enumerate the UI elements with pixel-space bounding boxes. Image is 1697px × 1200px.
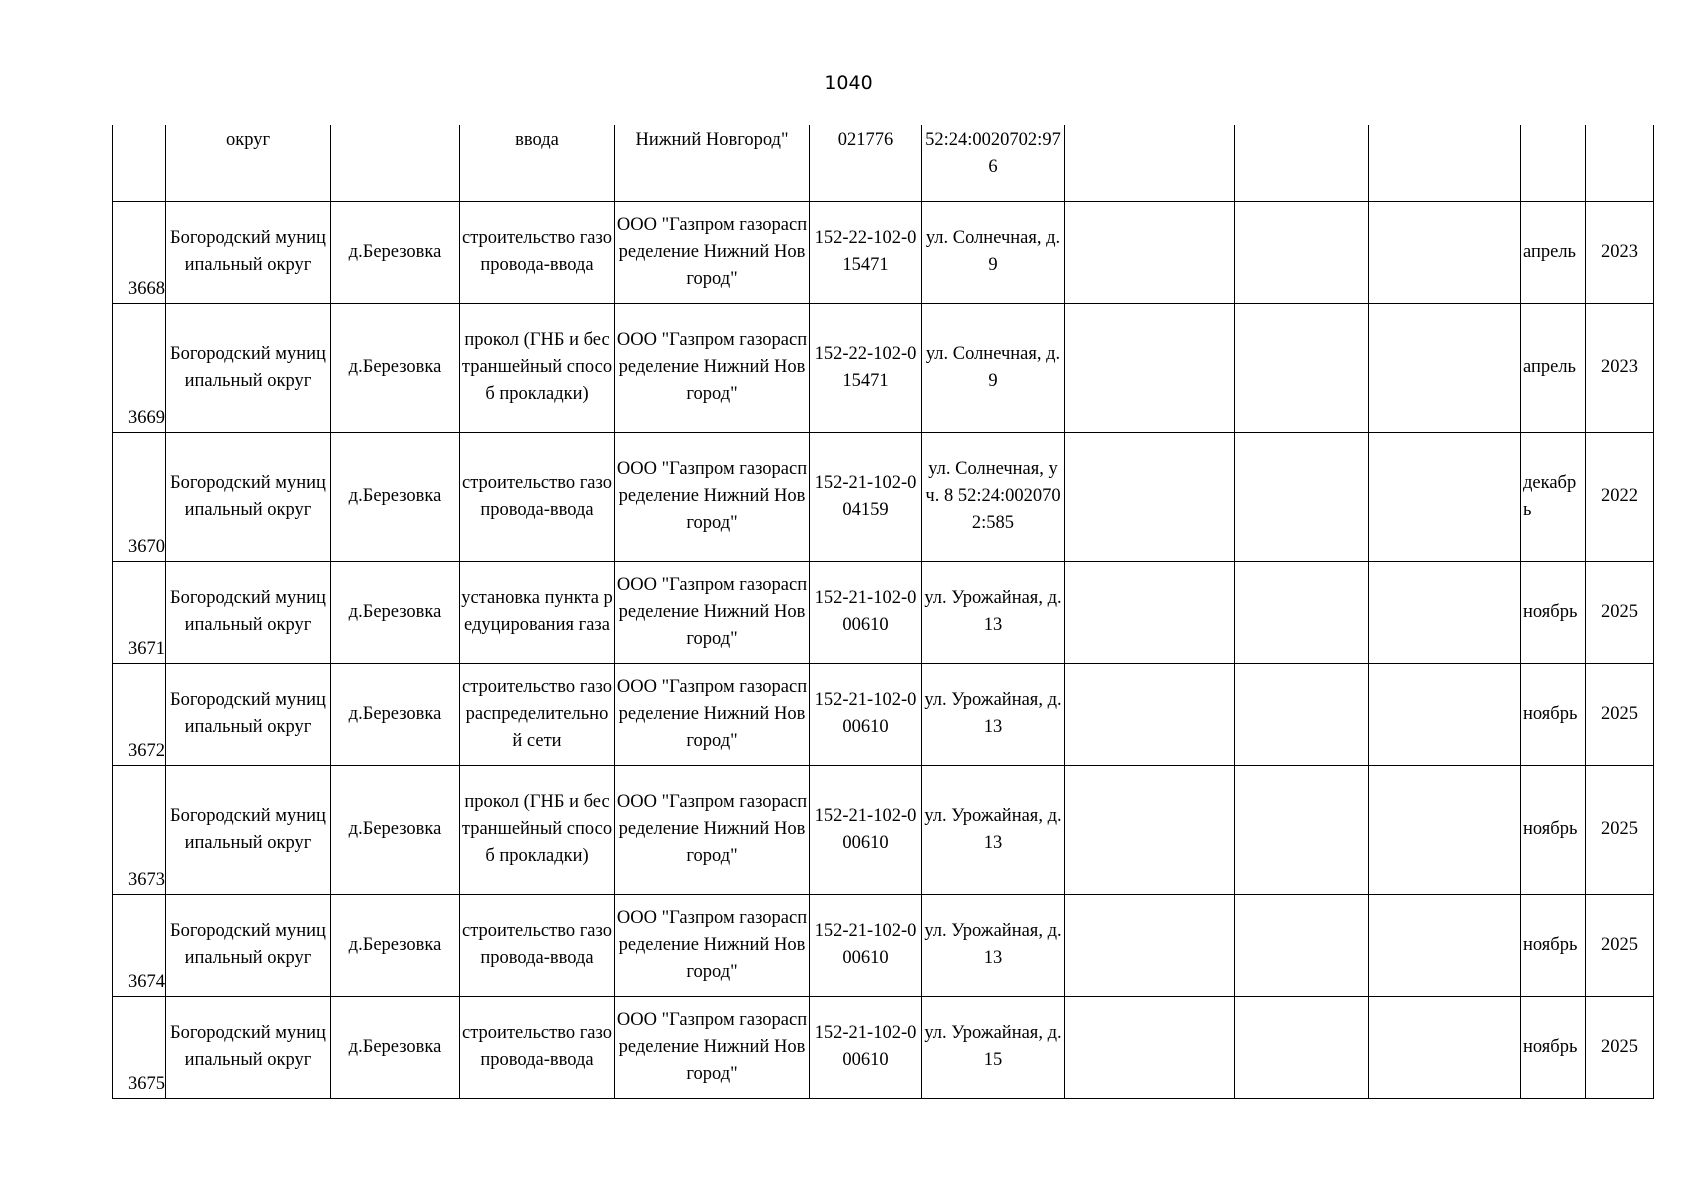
cell-number: 3670 bbox=[113, 432, 166, 561]
cell-district: Богородский муниципальный округ bbox=[166, 432, 331, 561]
cell-month: ноябрь bbox=[1521, 894, 1586, 996]
cell-locality bbox=[331, 125, 460, 201]
cell-district: Богородский муниципальный округ bbox=[166, 561, 331, 663]
cell-owner: ООО "Газпром газораспределение Нижний Новгород" bbox=[615, 765, 810, 894]
cell-locality: д.Березовка bbox=[331, 561, 460, 663]
cell-year bbox=[1586, 125, 1654, 201]
table-row bbox=[113, 663, 1654, 765]
cell-code: 152-21-102-000610 bbox=[810, 765, 922, 894]
cell-district: Богородский муниципальный округ bbox=[166, 663, 331, 765]
cell-district: Богородский муниципальный округ bbox=[166, 303, 331, 432]
cell-code: 152-21-102-000610 bbox=[810, 663, 922, 765]
cell-empty bbox=[1369, 201, 1521, 303]
cell-code: 152-21-102-000610 bbox=[810, 894, 922, 996]
table-row bbox=[113, 765, 1654, 894]
cell-empty bbox=[1369, 894, 1521, 996]
cell-address: ул. Урожайная, д. 15 bbox=[922, 996, 1065, 1098]
cell-work: установка пункта редуцирования газа bbox=[460, 561, 615, 663]
cell-locality: д.Березовка bbox=[331, 894, 460, 996]
cell-address: ул. Урожайная, д. 13 bbox=[922, 561, 1065, 663]
cell-empty bbox=[1369, 432, 1521, 561]
cell-work: строительство газопровода-ввода bbox=[460, 894, 615, 996]
table-row bbox=[113, 894, 1654, 996]
cell-empty bbox=[1235, 765, 1369, 894]
cell-month: ноябрь bbox=[1521, 996, 1586, 1098]
cell-locality: д.Березовка bbox=[331, 303, 460, 432]
cell-year: 2025 bbox=[1586, 663, 1654, 765]
cell-empty bbox=[1065, 996, 1235, 1098]
cell-number bbox=[113, 125, 166, 201]
cell-empty bbox=[1065, 663, 1235, 765]
cell-month bbox=[1521, 125, 1586, 201]
cell-address: ул. Урожайная, д. 13 bbox=[922, 894, 1065, 996]
cell-empty bbox=[1065, 765, 1235, 894]
cell-owner: ООО "Газпром газораспределение Нижний Новгород" bbox=[615, 561, 810, 663]
cell-owner: ООО "Газпром газораспределение Нижний Новгород" bbox=[615, 432, 810, 561]
cell-address: ул. Урожайная, д. 13 bbox=[922, 663, 1065, 765]
cell-month: ноябрь bbox=[1521, 663, 1586, 765]
cell-year: 2022 bbox=[1586, 432, 1654, 561]
cell-empty bbox=[1065, 303, 1235, 432]
cell-address: ул. Солнечная, д. 9 bbox=[922, 201, 1065, 303]
table-row bbox=[113, 996, 1654, 1098]
cell-empty bbox=[1235, 663, 1369, 765]
cell-empty bbox=[1235, 201, 1369, 303]
table-body bbox=[113, 125, 1654, 1098]
cell-number: 3669 bbox=[113, 303, 166, 432]
cell-empty bbox=[1235, 996, 1369, 1098]
cell-empty bbox=[1065, 894, 1235, 996]
cell-work: прокол (ГНБ и бестраншейный способ прокладки) bbox=[460, 765, 615, 894]
cell-code: 152-21-102-000610 bbox=[810, 996, 922, 1098]
table-row bbox=[113, 303, 1654, 432]
page-number: 1040 bbox=[824, 72, 873, 94]
cell-year: 2025 bbox=[1586, 561, 1654, 663]
cell-empty bbox=[1235, 894, 1369, 996]
cell-empty bbox=[1369, 303, 1521, 432]
cell-locality: д.Березовка bbox=[331, 201, 460, 303]
cell-code: 021776 bbox=[810, 125, 922, 201]
cell-number: 3673 bbox=[113, 765, 166, 894]
cell-year: 2025 bbox=[1586, 996, 1654, 1098]
cell-empty bbox=[1235, 561, 1369, 663]
cell-month: ноябрь bbox=[1521, 561, 1586, 663]
cell-number: 3671 bbox=[113, 561, 166, 663]
cell-locality: д.Березовка bbox=[331, 663, 460, 765]
cell-empty bbox=[1369, 561, 1521, 663]
cell-year: 2025 bbox=[1586, 765, 1654, 894]
cell-locality: д.Березовка bbox=[331, 996, 460, 1098]
cell-owner: ООО "Газпром газораспределение Нижний Новгород" bbox=[615, 303, 810, 432]
cell-district: Богородский муниципальный округ bbox=[166, 996, 331, 1098]
cell-address: ул. Солнечная, д. 9 bbox=[922, 303, 1065, 432]
cell-district: Богородский муниципальный округ bbox=[166, 201, 331, 303]
cell-owner: ООО "Газпром газораспределение Нижний Новгород" bbox=[615, 663, 810, 765]
table-row bbox=[113, 432, 1654, 561]
cell-code: 152-22-102-015471 bbox=[810, 201, 922, 303]
cell-empty bbox=[1065, 561, 1235, 663]
cell-owner: ООО "Газпром газораспределение Нижний Новгород" bbox=[615, 894, 810, 996]
cell-empty bbox=[1369, 765, 1521, 894]
cell-number: 3675 bbox=[113, 996, 166, 1098]
cell-month: апрель bbox=[1521, 201, 1586, 303]
cell-work: строительство газопровода-ввода bbox=[460, 201, 615, 303]
cell-locality: д.Березовка bbox=[331, 432, 460, 561]
cell-district: округ bbox=[166, 125, 331, 201]
cell-year: 2025 bbox=[1586, 894, 1654, 996]
cell-month: апрель bbox=[1521, 303, 1586, 432]
cell-empty bbox=[1065, 125, 1235, 201]
cell-owner: ООО "Газпром газораспределение Нижний Новгород" bbox=[615, 996, 810, 1098]
register-table bbox=[112, 125, 1654, 1099]
table-row bbox=[113, 201, 1654, 303]
cell-district: Богородский муниципальный округ bbox=[166, 894, 331, 996]
cell-address: 52:24:0020702:976 bbox=[922, 125, 1065, 201]
cell-locality: д.Березовка bbox=[331, 765, 460, 894]
cell-number: 3672 bbox=[113, 663, 166, 765]
cell-code: 152-21-102-000610 bbox=[810, 561, 922, 663]
cell-empty bbox=[1369, 125, 1521, 201]
cell-empty bbox=[1065, 201, 1235, 303]
cell-empty bbox=[1065, 432, 1235, 561]
cell-address: ул. Урожайная, д. 13 bbox=[922, 765, 1065, 894]
cell-owner: Нижний Новгород" bbox=[615, 125, 810, 201]
cell-work: ввода bbox=[460, 125, 615, 201]
cell-month: ноябрь bbox=[1521, 765, 1586, 894]
cell-number: 3668 bbox=[113, 201, 166, 303]
cell-year: 2023 bbox=[1586, 201, 1654, 303]
table-row bbox=[113, 561, 1654, 663]
cell-empty bbox=[1235, 303, 1369, 432]
continuation-row bbox=[113, 125, 1654, 201]
cell-year: 2023 bbox=[1586, 303, 1654, 432]
cell-work: строительство газопровода-ввода bbox=[460, 996, 615, 1098]
cell-empty bbox=[1369, 663, 1521, 765]
cell-work: строительство газопровода-ввода bbox=[460, 432, 615, 561]
cell-code: 152-21-102-004159 bbox=[810, 432, 922, 561]
cell-empty bbox=[1369, 996, 1521, 1098]
cell-work: строительство газораспределительной сети bbox=[460, 663, 615, 765]
cell-empty bbox=[1235, 125, 1369, 201]
cell-empty bbox=[1235, 432, 1369, 561]
cell-owner: ООО "Газпром газораспределение Нижний Новгород" bbox=[615, 201, 810, 303]
cell-address: ул. Солнечная, уч. 8 52:24:0020702:585 bbox=[922, 432, 1065, 561]
cell-month: декабрь bbox=[1521, 432, 1586, 561]
cell-code: 152-22-102-015471 bbox=[810, 303, 922, 432]
cell-work: прокол (ГНБ и бестраншейный способ прокладки) bbox=[460, 303, 615, 432]
cell-district: Богородский муниципальный округ bbox=[166, 765, 331, 894]
cell-number: 3674 bbox=[113, 894, 166, 996]
